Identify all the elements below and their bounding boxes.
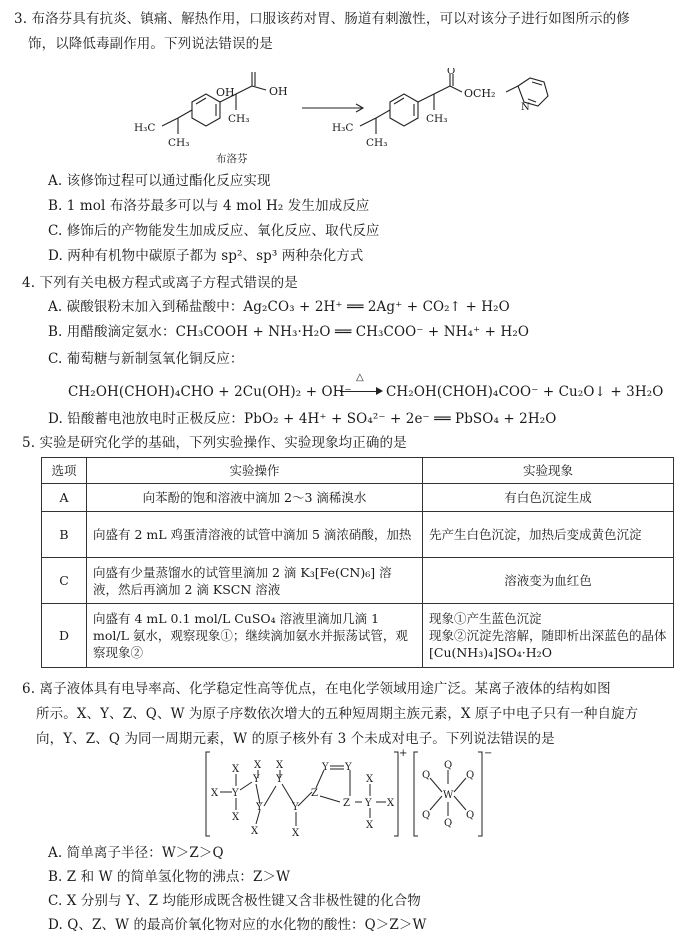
atom-q: Q (422, 810, 431, 821)
anion-charge: − (484, 748, 493, 759)
atom-y: Y (322, 762, 329, 773)
experiment-table (41, 457, 674, 668)
atom-y: Y (292, 802, 299, 813)
q3-o-label: O (447, 68, 456, 77)
q3-ch3-right-2: CH₃ (426, 113, 448, 125)
atom-w: W (443, 790, 454, 801)
q5-stem: 5. 实验是研究化学的基础，下列实验操作、实验现象均正确的是 (22, 435, 407, 451)
phenomenon-2: 现象②沉淀先溶解，随即析出深蓝色的晶体[Cu(NH₃)₄]SO₄·H₂O (429, 628, 667, 660)
row-key: C (42, 558, 87, 604)
q4-option-c-eq-left: CH₂OH(CHOH)₄CHO + 2Cu(OH)₂ + OH⁻ (68, 384, 352, 400)
row-phenomenon (423, 604, 674, 668)
table-header-row (42, 458, 674, 484)
table-row (42, 512, 674, 558)
atom-z: Z (343, 798, 350, 809)
q3-oh-text: OH (269, 85, 288, 98)
q3-caption: 布洛芬 (216, 153, 248, 165)
q6-option-c: C. X 分别与 Y、Z 均能形成既含极性键又含非极性键的化合物 (48, 893, 421, 909)
q6-stem-line3: 向，Y、Z、Q 为同一周期元素，W 的原子核外有 3 个未成对电子。下列说法错误的是 (36, 731, 555, 747)
q4-option-d: D. 铅酸蓄电池放电时正极反应：PbO₂ + 4H⁺ + SO₄²⁻ + 2e⁻ ══ PbSO₄ + 2H₂O (48, 411, 557, 427)
q4-stem: 4. 下列有关电极方程式或离子方程式错误的是 (22, 275, 298, 291)
atom-z: Z (311, 788, 318, 799)
q4-heat-symbol: △ (356, 372, 364, 383)
row-phenomenon: 有白色沉淀生成 (423, 484, 674, 512)
atom-q: Q (422, 770, 431, 781)
row-key: B (42, 512, 87, 558)
row-key: D (42, 604, 87, 668)
row-key: A (42, 484, 87, 512)
q6-stem-line2: 所示。X、Y、Z、Q、W 为原子序数依次增大的五种短周期主族元素，X 原子中电子只有一种自旋方 (36, 706, 639, 722)
q4-option-b: B. 用醋酸滴定氨水：CH₃COOH + NH₃·H₂O ══ CH₃COO⁻ + NH₄⁺ + H₂O (48, 324, 529, 340)
q4-option-c-eq-right: CH₂OH(CHOH)₄COO⁻ + Cu₂O↓ + 3H₂O (386, 384, 664, 400)
ibuprofen-modification-diagram (130, 68, 610, 168)
atom-x: X (232, 764, 240, 775)
q6-option-a: A. 简单离子半径：W＞Z＞Q (48, 845, 224, 861)
atom-y: Y (256, 802, 263, 813)
table-row (42, 484, 674, 512)
row-operation: 向盛有 4 mL 0.1 mol/L CuSO₄ 溶液里滴加几滴 1 mol/L 氨水，观察现象①；继续滴加氨水并振荡试管，观察现象② (87, 604, 423, 668)
q3-oh-label: OH (216, 86, 235, 99)
q3-stem-line1: 3. 布洛芬具有抗炎、镇痛、解热作用，口服该药对胃、肠道有刺激性，可以对该分子进行如图所示的修 (14, 11, 630, 27)
atom-y: Y (276, 774, 283, 785)
q6-option-b: B. Z 和 W 的简单氢化物的沸点：Z＞W (48, 869, 291, 885)
q3-h3c-left: H₃C (134, 122, 156, 134)
atom-x: X (387, 798, 395, 809)
atom-q: Q (444, 760, 453, 771)
atom-y: Y (253, 774, 260, 785)
header-operation: 实验操作 (87, 458, 423, 484)
q3-h3c-right: H₃C (332, 122, 354, 134)
row-phenomenon: 先产生白色沉淀，加热后变成黄色沉淀 (423, 512, 674, 558)
q3-ch3-right-1: CH₃ (366, 137, 388, 149)
q4-option-c: C. 葡萄糖与新制氢氧化铜反应： (48, 351, 244, 367)
atom-x: X (292, 828, 300, 839)
q3-ester-label: OCH₂ (464, 87, 496, 100)
atom-q: Q (444, 818, 453, 829)
phenomenon-1: 现象①产生蓝色沉淀 (429, 611, 542, 626)
atom-x: X (276, 760, 284, 771)
atom-x: X (366, 820, 374, 831)
atom-x: X (366, 774, 374, 785)
atom-q: Q (466, 810, 475, 821)
row-operation: 向盛有少量蒸馏水的试管里滴加 2 滴 K₃[Fe(CN)₆] 溶液，然后再滴加 2 滴 KSCN 溶液 (87, 558, 423, 604)
atom-y: Y (345, 762, 352, 773)
row-operation: 向盛有 2 mL 鸡蛋清溶液的试管中滴加 5 滴浓硝酸，加热 (87, 512, 423, 558)
q3-option-d: D. 两种有机物中碳原子都为 sp²、sp³ 两种杂化方式 (48, 248, 364, 264)
table-row (42, 604, 674, 668)
table-row (42, 558, 674, 604)
q3-stem-line2: 饰，以降低毒副作用。下列说法错误的是 (28, 36, 273, 52)
q3-ch3-left-1: CH₃ (168, 137, 190, 149)
row-phenomenon: 溶液变为血红色 (423, 558, 674, 604)
q4-option-a: A. 碳酸银粉末加入到稀盐酸中：Ag₂CO₃ + 2H⁺ ══ 2Ag⁺ + CO₂↑ + H₂O (48, 299, 510, 315)
row-operation: 向苯酚的饱和溶液中滴加 2～3 滴稀溴水 (87, 484, 423, 512)
q6-stem-line1: 6. 离子液体具有电导率高、化学稳定性高等优点，在电化学领域用途广泛。某离子液体的结构如图 (22, 681, 611, 697)
atom-x: X (232, 812, 240, 823)
atom-x: X (254, 760, 262, 771)
q3-option-c: C. 修饰后的产物能发生加成反应、氧化反应、取代反应 (48, 223, 380, 239)
q3-ch3-left-2: CH₃ (228, 113, 250, 125)
q3-option-a: A. 该修饰过程可以通过酯化反应实现 (48, 173, 271, 189)
atom-x: X (251, 826, 259, 837)
atom-y: Y (232, 788, 239, 799)
q3-option-b: B. 1 mol 布洛芬最多可以与 4 mol H₂ 发生加成反应 (48, 198, 370, 214)
q4-reaction-arrow (340, 372, 384, 398)
q3-n-label: N (521, 102, 530, 113)
header-option: 选项 (42, 458, 87, 484)
q6-option-d: D. Q、Z、W 的最高价氧化物对应的水化物的酸性：Q＞Z＞W (48, 917, 427, 933)
atom-x: X (211, 788, 219, 799)
atom-q: Q (466, 770, 475, 781)
atom-y: Y (365, 798, 372, 809)
header-phenomenon: 实验现象 (423, 458, 674, 484)
cation-charge: + (399, 748, 408, 759)
ionic-liquid-structure-diagram (200, 748, 510, 843)
